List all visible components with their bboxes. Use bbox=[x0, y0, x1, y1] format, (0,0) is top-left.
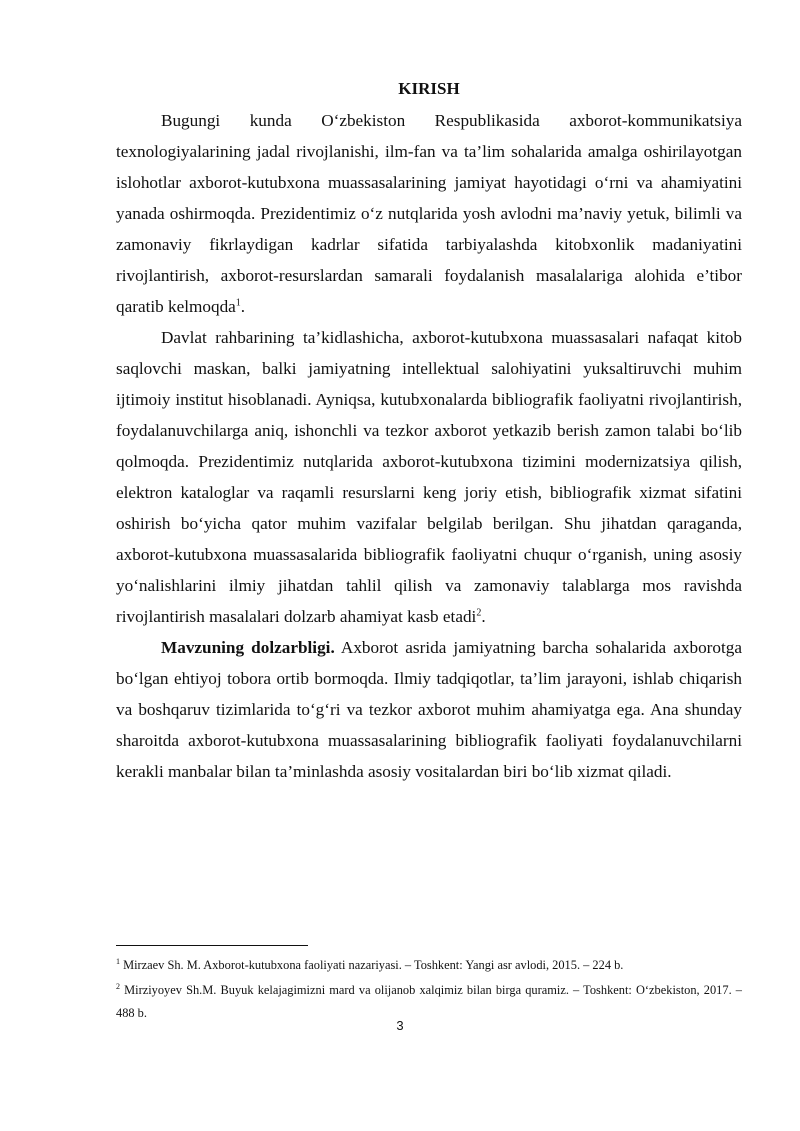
paragraph-leader-statement bbox=[116, 322, 742, 632]
paragraph-text: Bugungi kunda O‘zbekiston Respublikasida axborot-kommunikatsiya texnologiyalarining jadal rivojlanishi, ilm-fan va ta’lim sohalarida amalga oshirilayotgan islohotlar axborot-kutubxona muassasalarining jamiyat hayotidagi o‘rni va ahamiyatini yanada oshirmoqda. Prezidentimiz o‘z nutqlarida yosh avlodni ma’naviy yetuk, bilimli va zamonaviy fikrlaydigan kadrlar sifatida tarbiyalashda kitobxonlik madaniyatini rivojlantirish, axborot-resurslardan samarali foydalanish masalalariga alohida e’tibor qaratib kelmoqda bbox=[116, 111, 742, 316]
paragraph-intro bbox=[116, 105, 742, 322]
paragraph-end: . bbox=[240, 297, 246, 316]
paragraph-lead: Mavzuning dolzarbligi. bbox=[161, 638, 335, 657]
footnote-1 bbox=[116, 954, 742, 977]
paragraph-end: . bbox=[481, 607, 486, 626]
footnote-ref-1[interactable]: 1 bbox=[235, 297, 241, 309]
footnote-text: Mirziyoyev Sh.M. Buyuk kelajagimizni mard va olijanob xalqimiz bilan birga quramiz. – Toshkent: O‘zbekiston, 2017. – 488 b. bbox=[116, 983, 742, 1020]
footnote-marker: 2 bbox=[116, 981, 120, 991]
page-body bbox=[116, 70, 742, 787]
footnote-text: Mirzaev Sh. M. Axborot-kutubxona faoliyati nazariyasi. – Toshkent: Yangi asr avlodi, 2015. – 224 b. bbox=[120, 958, 624, 972]
footnotes bbox=[116, 954, 742, 1027]
page-number: 3 bbox=[396, 1018, 404, 1033]
footnote-divider bbox=[116, 945, 308, 946]
section-heading: KIRISH bbox=[398, 79, 460, 98]
paragraph-text: Davlat rahbarining ta’kidlashicha, axborot-kutubxona muassasalari nafaqat kitob saqlovchi maskan, balki jamiyatning intellektual salohiyatini yuksaltiruvchi muhim ijtimoiy institut hisoblanadi. Ayniqsa, kutubxonalarda bibliografik faoliyatni rivojlantirish, foydalanuvchilarga aniq, ishonchli va tezkor axborot yetkazib berish zamon talabi bo‘lib qolmoqda. Prezidentimiz nutqlarida axborot-kutubxona tizimini modernizatsiya qilish, elektron kataloglar va raqamli resurslarni keng joriy etish, bibliografik xizmat sifatini oshirish bo‘yicha qator muhim vazifalar belgilab berilgan. Shu jihatdan qaraganda, axborot-kutubxona muassasalarida bibliografik faoliyatni chuqur o‘rganish, uning asosiy yo‘nalishlarini ilmiy jihatdan tahlil qilish va zamonaviy talablarga mos ravishda rivojlantirish masalalari dolzarb ahamiyat kasb etadi bbox=[116, 328, 742, 626]
footnote-ref-2[interactable]: 2 bbox=[476, 607, 482, 619]
paragraph-relevance bbox=[116, 632, 742, 787]
footnote-marker: 1 bbox=[116, 956, 120, 966]
paragraph-text: Axborot asrida jamiyatning barcha sohalarida axborotga bo‘lgan ehtiyoj tobora ortib bormoqda. Ilmiy tadqiqotlar, ta’lim jarayoni, ishlab chiqarish va boshqaruv tizimlarida to‘g‘ri va tezkor axborot muhim ahamiyatga ega. Ana shunday sharoitda axborot-kutubxona muassasalarining bibliografik faoliyati foydalanuvchilarni kerakli manbalar bilan ta’minlashda asosiy vositalardan biri bo‘lib xizmat qiladi. bbox=[116, 638, 742, 781]
